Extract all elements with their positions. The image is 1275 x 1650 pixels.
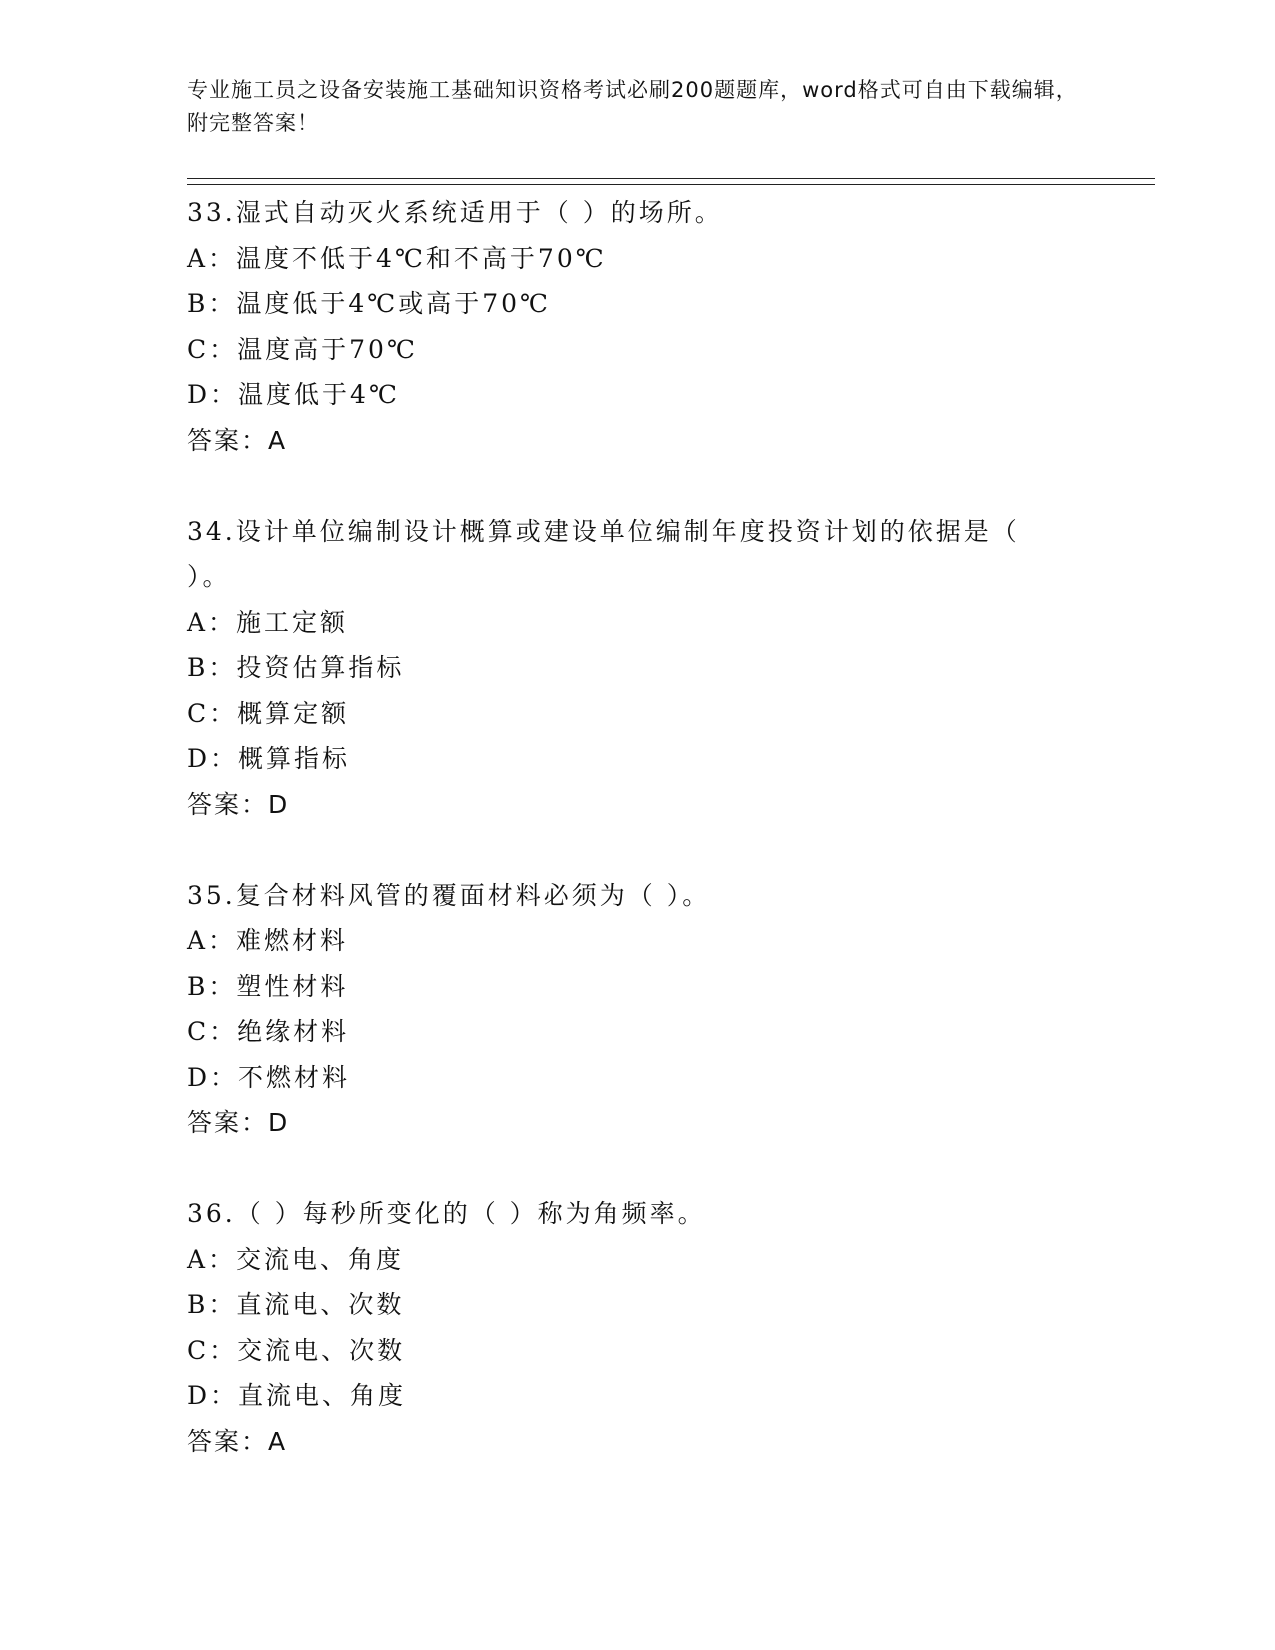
option-c: C：温度高于70℃ bbox=[187, 334, 418, 364]
question-gap bbox=[187, 463, 1087, 509]
option-b: B：直流电、次数 bbox=[187, 1290, 405, 1319]
header-divider-bottom bbox=[187, 184, 1155, 185]
header-divider-top bbox=[187, 178, 1155, 179]
answer-line: 答案：D bbox=[187, 1108, 290, 1137]
answer-line: 答案：A bbox=[187, 425, 288, 455]
question-36 bbox=[187, 1191, 1087, 1464]
document-header: 专业施工员之设备安装施工基础知识资格考试必刷200题题库，word格式可自由下载编辑，附完整答案！ bbox=[187, 78, 1078, 135]
option-c: C：交流电、次数 bbox=[187, 1335, 406, 1365]
answer-line: 答案：D bbox=[187, 789, 290, 819]
question-stem: 33.湿式自动灭火系统适用于（ ）的场所。 bbox=[187, 198, 723, 227]
option-b: B：塑性材料 bbox=[187, 971, 349, 1001]
question-stem: 34.设计单位编制设计概算或建设单位编制年度投资计划的依据是（ ）。 bbox=[187, 516, 1020, 591]
question-gap bbox=[187, 1146, 1087, 1192]
option-b: B：投资估算指标 bbox=[187, 653, 405, 682]
question-34 bbox=[187, 509, 1087, 828]
option-c: C：绝缘材料 bbox=[187, 1017, 350, 1046]
option-c: C：概算定额 bbox=[187, 698, 350, 728]
option-d: D：温度低于4℃ bbox=[187, 380, 400, 409]
question-stem: 35.复合材料风管的覆面材料必须为（ ）。 bbox=[187, 880, 711, 910]
question-35 bbox=[187, 873, 1087, 1146]
option-a: A：施工定额 bbox=[187, 607, 349, 637]
question-list bbox=[187, 190, 1087, 1464]
option-b: B：温度低于4℃或高于70℃ bbox=[187, 289, 552, 318]
option-d: D：直流电、角度 bbox=[187, 1381, 407, 1410]
option-a: A：交流电、角度 bbox=[187, 1244, 405, 1274]
option-d: D：概算指标 bbox=[187, 744, 351, 773]
question-33 bbox=[187, 190, 1087, 463]
option-a: A：难燃材料 bbox=[187, 926, 349, 955]
answer-line: 答案：A bbox=[187, 1426, 288, 1456]
option-a: A：温度不低于4℃和不高于70℃ bbox=[187, 243, 607, 273]
question-gap bbox=[187, 827, 1087, 873]
option-d: D：不燃材料 bbox=[187, 1062, 351, 1092]
question-stem: 36.（ ）每秒所变化的（ ）称为角频率。 bbox=[187, 1199, 706, 1228]
